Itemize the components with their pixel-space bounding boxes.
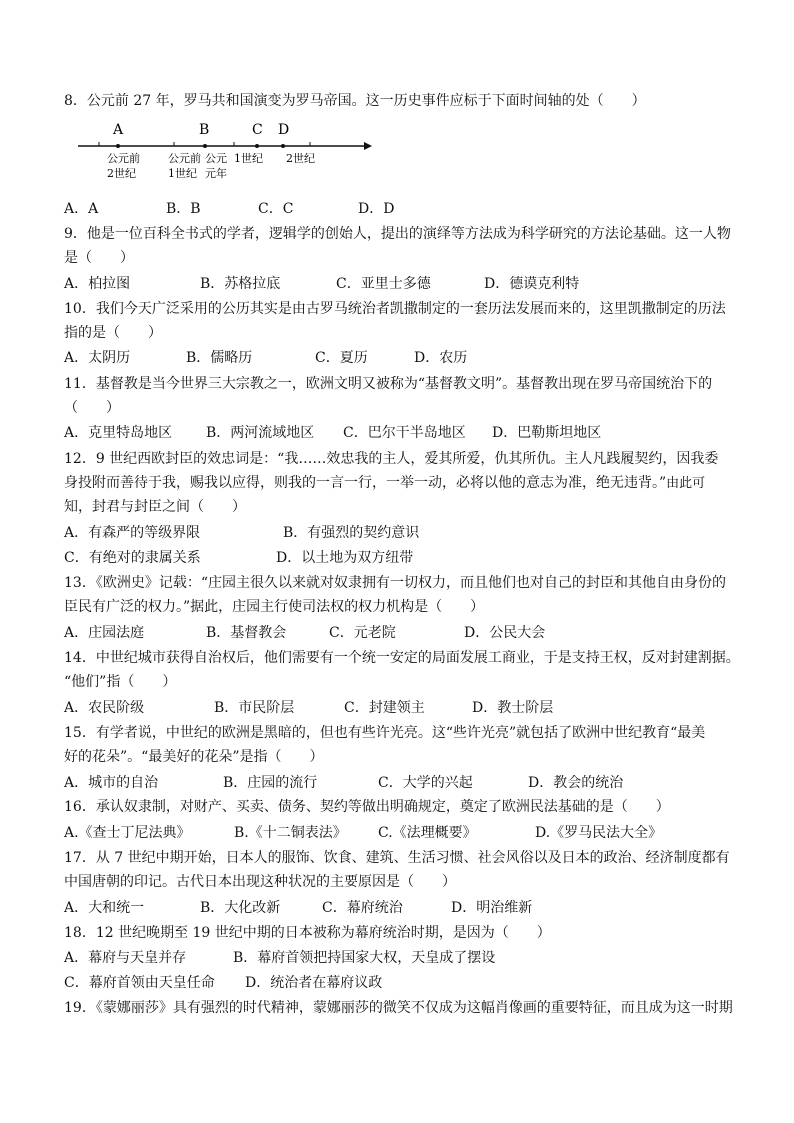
timeline-point-a: A [113,122,124,138]
tick-label-1-line1: 公元前 [107,152,140,165]
question-12-stem-line2 [64,475,705,492]
q14-option-c[interactable]: C．封建领主 [344,700,425,716]
tick-label-2-line1: 公元前 [168,152,201,165]
question-16-stem: 16．承认奴隶制，对财产、买卖、债务、契约等做出明确规定，奠定了欧洲民法基础的是（ ） [64,799,670,815]
q16-option-d[interactable]: D.《罗马民法大全》 [535,825,663,841]
timeline-diagram [74,118,394,188]
question-15-stem-line1: 15．有学者说，中世纪的欧洲是黑暗的，但也有些许光亮。这“些许光亮”就包括了欧洲中世纪教育“最美 [64,725,706,741]
q10-option-b[interactable]: B．儒略历 [186,350,253,366]
question-10-stem-line1: 10．我们今天广泛采用的公历其实是由古罗马统治者凯撒制定的一套历法发展而来的，这里凯撒制定的历法 [64,301,726,317]
q15-option-d[interactable]: D．教会的统治 [528,775,624,791]
tick-label-3-line1: 公元 [205,152,227,165]
question-11-stem-line2: （ ） [64,400,120,416]
q13-option-b[interactable]: B．基督教会 [206,625,287,641]
q10-option-a[interactable]: A．太阴历 [64,350,131,366]
question-18-stem: 18．12 世纪晚期至 19 世纪中期的日本被称为幕府统治时期，是因为（ ） [64,925,551,941]
q12-quote-tail: 由此可 [666,476,706,491]
q18-option-d[interactable]: D．统治者在幕府议政 [245,975,383,991]
q16-option-b[interactable]: B.《十二铜表法》 [234,825,347,841]
q18-option-c[interactable]: C．幕府首领由天皇任命 [64,975,215,991]
question-10-stem-line2: 指的是（ ） [64,325,162,341]
q17-option-c[interactable]: C．幕府统治 [322,900,403,916]
q10-option-c[interactable]: C．夏历 [315,350,368,366]
q12-quote: 身投附而善待于我，赐我以应得，则我的一言一行，一举一动，必将以他的意志为准，绝无违背。” [64,475,667,491]
q15-option-c[interactable]: C．大学的兴起 [378,775,473,791]
q9-option-a[interactable]: A．柏拉图 [64,276,131,292]
tick-label-2-line2: 1世纪 [168,167,197,180]
q8-option-d[interactable]: D．D [358,201,395,217]
question-15-stem-line2: 好的花朵”。“最美好的花朵”是指（ ） [64,749,324,765]
tick-label-5-line1: 2世纪 [286,152,315,165]
timeline-point-c: C [252,122,263,138]
q18-option-b[interactable]: B．幕府首领把持国家大权，天皇成了摆设 [233,950,496,966]
q8-option-a[interactable]: A．A [64,201,99,217]
q10-option-d[interactable]: D．农历 [414,350,468,366]
q16-option-a[interactable]: A.《查士丁尼法典》 [64,825,191,841]
q13-option-c[interactable]: C．元老院 [329,625,396,641]
q14-option-a[interactable]: A．农民阶级 [64,700,145,716]
q15-option-a[interactable]: A．城市的自治 [64,775,159,791]
tick-label-3-line2: 元年 [205,167,227,180]
question-9-stem-line2: 是（ ） [64,250,134,266]
q11-option-b[interactable]: B．两河流域地区 [206,425,315,441]
q8-option-b[interactable]: B．B [166,201,201,217]
q11-option-c[interactable]: C．巴尔干半岛地区 [343,425,466,441]
q9-option-c[interactable]: C．亚里士多德 [336,276,431,292]
question-17-stem-line1: 17．从 7 世纪中期开始，日本人的服饰、饮食、建筑、生活习惯、社会风俗以及日本的政治、经济制度都有 [64,850,730,866]
question-13-stem-line2: 臣民有广泛的权力。”据此，庄园主行使司法权的权力机构是（ ） [64,599,485,615]
q18-option-a[interactable]: A．幕府与天皇并存 [64,950,187,966]
question-11-stem-line1: 11．基督教是当今世界三大宗教之一，欧洲文明又被称为“基督教文明”。基督教出现在罗马帝国统治下的 [64,376,713,392]
q8-option-c[interactable]: C．C [258,201,294,217]
q16-option-c[interactable]: C.《法理概要》 [378,825,477,841]
question-14-stem-line2: “他们”指（ ） [64,674,177,690]
timeline-point-d: D [278,122,290,138]
question-12-stem-line3: 知，封君与封臣之间（ ） [64,499,246,515]
q15-option-b[interactable]: B．庄园的流行 [223,775,318,791]
question-17-stem-line2: 中国唐朝的印记。古代日本出现这种状况的主要原因是（ ） [64,874,456,890]
q13-option-d[interactable]: D．公民大会 [464,625,546,641]
question-19-stem: 19．《蒙娜丽莎》具有强烈的时代精神，蒙娜丽莎的微笑不仅成为这幅肖像画的重要特征，而且成为这一时期 [64,1000,733,1016]
q9-option-b[interactable]: B．苏格拉底 [200,276,281,292]
question-12-stem-line1: 12．9 世纪西欧封臣的效忠词是：“我……效忠我的主人，爱其所爱，仇其所仇。主人凡践履契约，因我委 [64,451,719,467]
question-13-stem-line1: 13．《欧洲史》记载：“庄园主很久以来就对奴隶拥有一切权力，而且他们也对自己的封臣和其他自由身份的 [64,575,726,591]
q14-option-d[interactable]: D．教士阶层 [472,700,554,716]
q11-option-a[interactable]: A．克里特岛地区 [64,425,173,441]
q13-option-a[interactable]: A．庄园法庭 [64,625,145,641]
q17-option-b[interactable]: B．大化改新 [200,900,281,916]
q11-option-d[interactable]: D．巴勒斯坦地区 [492,425,602,441]
q14-option-b[interactable]: B．市民阶层 [214,700,295,716]
q12-option-a[interactable]: A．有森严的等级界限 [64,525,201,541]
q17-option-a[interactable]: A．大和统一 [64,900,145,916]
q12-option-b[interactable]: B．有强烈的契约意识 [283,525,420,541]
tick-label-1-line2: 2世纪 [107,167,136,180]
q17-option-d[interactable]: D．明治维新 [451,900,533,916]
q12-option-d[interactable]: D．以土地为双方纽带 [276,550,414,566]
q12-option-c[interactable]: C．有绝对的隶属关系 [64,550,201,566]
timeline-point-b: B [199,122,210,138]
question-14-stem-line1: 14．中世纪城市获得自治权后，他们需要有一个统一安定的局面发展工商业，于是支持王权，反对封建割据。 [64,650,740,666]
question-8-stem: 8．公元前 27 年，罗马共和国演变为罗马帝国。这一历史事件应标于下面时间轴的处（ ） [64,93,646,109]
tick-label-4-line1: 1世纪 [234,152,263,165]
question-9-stem-line1: 9．他是一位百科全书式的学者，逻辑学的创始人，提出的演绎等方法成为科学研究的方法论基础。这一人物 [64,226,731,242]
q9-option-d[interactable]: D．德谟克利特 [484,276,580,292]
